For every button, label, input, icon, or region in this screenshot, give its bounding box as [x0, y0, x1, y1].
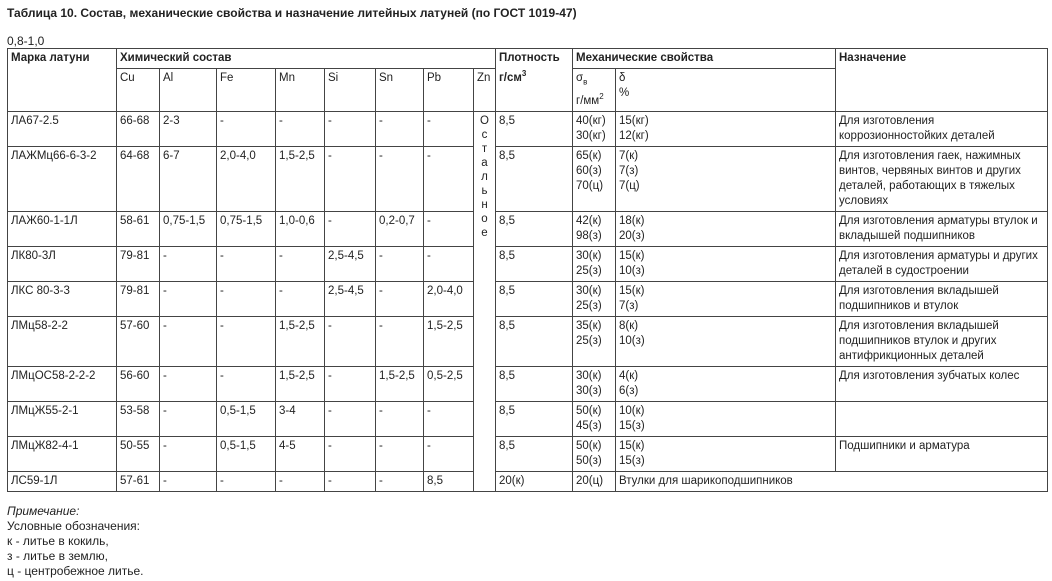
sigma-value: 25(з) — [576, 335, 602, 348]
table-row — [8, 437, 1048, 472]
delta-value: 15(з) — [619, 455, 645, 468]
zn-letter: т — [481, 143, 488, 156]
cell-mn: 1,5-2,5 — [276, 367, 325, 402]
delta-value: 15(к) — [619, 440, 645, 453]
table-row — [8, 472, 1048, 492]
cell-purpose: Для изготовления арматуры втулок и вкладышей подшипников — [836, 212, 1048, 247]
cell-delta — [616, 147, 836, 212]
delta-value: 7(ц) — [619, 180, 640, 193]
delta-value: 20(з) — [619, 230, 645, 243]
delta-value: 18(к) — [619, 215, 645, 228]
cell-si: - — [325, 472, 376, 492]
cell-fe: 2,0-4,0 — [217, 147, 276, 212]
cell-pb: 2,0-4,0 — [424, 282, 474, 317]
cell-sigma — [573, 317, 616, 367]
cell-al: 6-7 — [160, 147, 217, 212]
cell-delta — [616, 402, 836, 437]
cell-zn — [474, 247, 496, 282]
sigma-value: 42(к) — [576, 215, 602, 228]
cell-fe: - — [217, 317, 276, 367]
cell-purpose: Для изготовления арматуры и других деталей в судостроении — [836, 247, 1048, 282]
cell-grade: ЛМцЖ55-2-1 — [8, 402, 117, 437]
cell-sigma — [573, 367, 616, 402]
sigma-value: 30(к) — [576, 250, 602, 263]
cell-delta — [616, 247, 836, 282]
note-line: ц - центробежное литье. — [7, 564, 144, 578]
zn-letter: о — [481, 213, 488, 226]
cell-si: 2,5-4,5 — [325, 282, 376, 317]
cell-si: - — [325, 212, 376, 247]
cell-delta — [616, 282, 836, 317]
cell-grade: ЛМцОС58-2-2-2 — [8, 367, 117, 402]
cell-si: - — [325, 437, 376, 472]
cell-fe: - — [217, 282, 276, 317]
cell-al: 0,75-1,5 — [160, 212, 217, 247]
cell-zn — [474, 112, 496, 247]
header-delta: δ % — [616, 69, 836, 112]
table-row — [8, 212, 1048, 247]
sigma-value: 60(з) — [576, 165, 602, 178]
cell-al: - — [160, 367, 217, 402]
cell-density: 8,5 — [496, 247, 573, 282]
cell-fe: - — [217, 367, 276, 402]
cell-density: 8,5 — [496, 282, 573, 317]
cell-sigma — [573, 437, 616, 472]
note-line: з - литье в землю, — [7, 549, 108, 563]
table-title: Таблица 10. Состав, механические свойства и назначение литейных латуней (по ГОСТ 1019-47) — [7, 6, 577, 20]
cell-density: 8,5 — [496, 317, 573, 367]
cell-sigma — [573, 282, 616, 317]
cell-fe: 0,5-1,5 — [217, 437, 276, 472]
cell-si: - — [325, 402, 376, 437]
note-line: к - литье в кокиль, — [7, 534, 109, 548]
cell-al: - — [160, 247, 217, 282]
cell-density: 8,5 — [496, 402, 573, 437]
cell-fe: - — [217, 472, 276, 492]
delta-value: 15(з) — [619, 420, 645, 433]
cell-grade: ЛА67-2.5 — [8, 112, 117, 147]
header-sn: Sn — [376, 69, 424, 112]
cell-mn: 1,0-0,6 — [276, 212, 325, 247]
cell-purpose: Для изготовления гаек, нажимных винтов, червяных винтов и других деталей, работающих в тяжелых условиях — [836, 147, 1048, 212]
delta-value: 4(к) — [619, 370, 639, 383]
cell-mn: 1,5-2,5 — [276, 147, 325, 212]
note — [7, 504, 144, 579]
cell-fe: - — [217, 247, 276, 282]
cell-mn: 4-5 — [276, 437, 325, 472]
zn-letter: н — [481, 199, 488, 212]
cell-density: 8,5 — [496, 112, 573, 147]
sigma-value: 25(з) — [576, 300, 602, 313]
table-row — [8, 147, 1048, 212]
cell-delta — [616, 112, 836, 147]
cell-sn: - — [376, 112, 424, 147]
cell-zn — [474, 282, 496, 317]
zn-letter: л — [481, 171, 488, 184]
cell-sn: 0,2-0,7 — [376, 212, 424, 247]
delta-value: 8(к) — [619, 320, 639, 333]
cell-mn: 3-4 — [276, 402, 325, 437]
sigma-value: 70(ц) — [576, 180, 604, 193]
brass-table — [7, 48, 1048, 492]
cell-pb: - — [424, 147, 474, 212]
cell-density: 20(к) — [496, 472, 573, 492]
cell-cu: 64-68 — [117, 147, 160, 212]
cell-pb: - — [424, 437, 474, 472]
cell-sn: - — [376, 437, 424, 472]
sigma-value: 98(з) — [576, 230, 602, 243]
table-row — [8, 112, 1048, 147]
header-fe: Fe — [217, 69, 276, 112]
cell-density: 8,5 — [496, 147, 573, 212]
header-si: Si — [325, 69, 376, 112]
table-row — [8, 282, 1048, 317]
sigma-value: 40(кг) — [576, 115, 606, 128]
cell-si: - — [325, 367, 376, 402]
sigma-value: 50(к) — [576, 405, 602, 418]
cell-pb: - — [424, 112, 474, 147]
cell-al: - — [160, 472, 217, 492]
cell-pb: - — [424, 247, 474, 282]
cell-zn — [474, 367, 496, 402]
cell-fe: - — [217, 112, 276, 147]
delta-value: 7(к) — [619, 150, 639, 163]
sigma-value: 50(к) — [576, 440, 602, 453]
cell-purpose: Для изготовления зубчатых колес — [836, 367, 1048, 402]
cell-purpose — [836, 402, 1048, 437]
cell-cu: 57-60 — [117, 317, 160, 367]
header-purpose: Назначение — [836, 49, 1048, 112]
cell-density: 8,5 — [496, 437, 573, 472]
cell-fe: 0,75-1,5 — [217, 212, 276, 247]
cell-delta — [616, 437, 836, 472]
zn-letter: е — [481, 227, 488, 240]
cell-grade: ЛС59-1Л — [8, 472, 117, 492]
zn-letter: а — [481, 157, 488, 170]
cell-cu: 79-81 — [117, 282, 160, 317]
cell-cu: 53-58 — [117, 402, 160, 437]
cell-pb: 1,5-2,5 — [424, 317, 474, 367]
cell-cu: 57-61 — [117, 472, 160, 492]
table-row — [8, 317, 1048, 367]
cell-sigma — [573, 402, 616, 437]
header-al: Al — [160, 69, 217, 112]
cell-delta — [616, 212, 836, 247]
sigma-value: 30(к) — [576, 285, 602, 298]
cell-sn: - — [376, 282, 424, 317]
cell-si: - — [325, 147, 376, 212]
cell-purpose: Подшипники и арматура — [836, 437, 1048, 472]
delta-value: 10(з) — [619, 335, 645, 348]
cell-purpose: Для изготовления коррозионностойких деталей — [836, 112, 1048, 147]
sigma-value: 20(ц) — [576, 475, 604, 488]
delta-value: 10(к) — [619, 405, 645, 418]
cell-mn: - — [276, 112, 325, 147]
header-density: Плотность $г/см^3$ — [496, 49, 573, 112]
sigma-value: 25(з) — [576, 265, 602, 278]
cell-sigma — [573, 147, 616, 212]
cell-delta — [616, 317, 836, 367]
cell-zn — [474, 472, 496, 492]
cell-density: 8,5 — [496, 367, 573, 402]
cell-sn: - — [376, 147, 424, 212]
header-sigma: $\sigma_в$ $г/мм^2$ — [573, 69, 616, 112]
cell-cu: 56-60 — [117, 367, 160, 402]
cell-grade: ЛКС 80-3-3 — [8, 282, 117, 317]
cell-si: 2,5-4,5 — [325, 247, 376, 282]
cell-sigma — [573, 112, 616, 147]
cell-sn: - — [376, 402, 424, 437]
header-cu: Cu — [117, 69, 160, 112]
cell-purpose: Для изготовления вкладышей подшипников втулок и других антифрикционных деталей — [836, 317, 1048, 367]
cell-pb: - — [424, 402, 474, 437]
table-subtitle: 0,8-1,0 — [7, 34, 45, 48]
cell-sigma — [573, 212, 616, 247]
cell-grade: ЛАЖ60-1-1Л — [8, 212, 117, 247]
cell-al: - — [160, 437, 217, 472]
cell-density: 8,5 — [496, 212, 573, 247]
cell-purpose: Втулки для шарикоподшипников — [616, 472, 1048, 492]
cell-al: - — [160, 317, 217, 367]
cell-grade: ЛАЖМц66-6-3-2 — [8, 147, 117, 212]
sigma-value: 45(з) — [576, 420, 602, 433]
cell-zn — [474, 402, 496, 437]
note-title: Примечание: — [7, 504, 80, 518]
sigma-value: 30(кг) — [576, 130, 606, 143]
header-mech: Механические свойства — [573, 49, 836, 69]
header-mn: Mn — [276, 69, 325, 112]
cell-cu: 58-61 — [117, 212, 160, 247]
sigma-value: 30(з) — [576, 385, 602, 398]
cell-mn: 1,5-2,5 — [276, 317, 325, 367]
cell-cu: 50-55 — [117, 437, 160, 472]
delta-value: 7(з) — [619, 165, 639, 178]
cell-grade: ЛК80-3Л — [8, 247, 117, 282]
cell-mn: - — [276, 247, 325, 282]
delta-value: 15(кг) — [619, 115, 649, 128]
cell-si: - — [325, 317, 376, 367]
cell-purpose: Для изготовления вкладышей подшипников и втулок — [836, 282, 1048, 317]
zn-letter: О — [480, 115, 489, 128]
cell-pb: 0,5-2,5 — [424, 367, 474, 402]
table-row — [8, 402, 1048, 437]
zn-letter: с — [481, 129, 488, 142]
header-grade: Марка латуни — [8, 49, 117, 112]
delta-value: 15(к) — [619, 250, 645, 263]
sigma-value: 30(к) — [576, 370, 602, 383]
delta-value: 10(з) — [619, 265, 645, 278]
cell-si: - — [325, 112, 376, 147]
cell-al: - — [160, 282, 217, 317]
cell-grade: ЛМц58-2-2 — [8, 317, 117, 367]
delta-value: 12(кг) — [619, 130, 649, 143]
sigma-value: 35(к) — [576, 320, 602, 333]
sigma-value: 65(к) — [576, 150, 602, 163]
header-chem: Химический состав — [117, 49, 496, 69]
cell-cu: 79-81 — [117, 247, 160, 282]
table-row — [8, 247, 1048, 282]
cell-pb: 8,5 — [424, 472, 474, 492]
cell-cu: 66-68 — [117, 112, 160, 147]
note-line: Условные обозначения: — [7, 519, 140, 533]
cell-sigma — [573, 247, 616, 282]
cell-delta — [616, 367, 836, 402]
cell-sigma — [573, 472, 616, 492]
table-row — [8, 367, 1048, 402]
header-zn: Zn — [474, 69, 496, 112]
delta-value: 15(к) — [619, 285, 645, 298]
cell-zn — [474, 437, 496, 472]
cell-sn: - — [376, 472, 424, 492]
cell-pb: - — [424, 212, 474, 247]
cell-mn: - — [276, 472, 325, 492]
delta-value: 6(з) — [619, 385, 639, 398]
cell-zn — [474, 317, 496, 367]
cell-fe: 0,5-1,5 — [217, 402, 276, 437]
cell-al: 2-3 — [160, 112, 217, 147]
header-pb: Pb — [424, 69, 474, 112]
zn-letter: ь — [481, 185, 488, 198]
cell-sn: - — [376, 317, 424, 367]
cell-sn: - — [376, 247, 424, 282]
cell-sn: 1,5-2,5 — [376, 367, 424, 402]
cell-al: - — [160, 402, 217, 437]
cell-grade: ЛМцЖ82-4-1 — [8, 437, 117, 472]
cell-mn: - — [276, 282, 325, 317]
sigma-value: 50(з) — [576, 455, 602, 468]
delta-value: 7(з) — [619, 300, 639, 313]
